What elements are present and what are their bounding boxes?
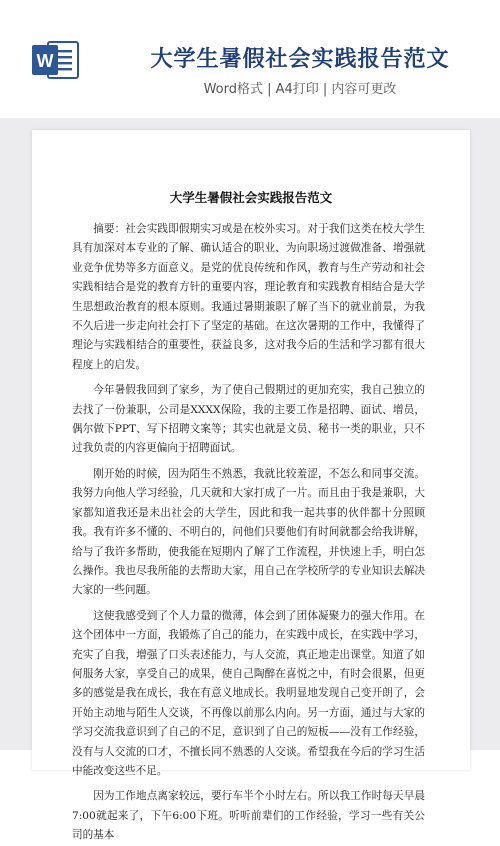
- document-preview-area: [0, 118, 500, 842]
- paragraph: 这使我感受到了个人力量的微薄，体会到了团体凝聚力的强大作用。在这个团体中一方面，我锻炼了自己的能力，在实践中成长，在实践中学习，充实了自我，增强了口头表述能力，与人交流，真正地走出课堂。知道了如何服务大家，享受自己的成果，使自己陶醉在喜悦之中，有时会很累，但更多的感觉是我在成长，我在有意义地成长。我明显地发现自己变开朗了，会开始主动地与陌生人交谈，不再像以前那么内向。另一方面，通过与大家的学习交流我意识到了自己的不足，意识到了自己的短板——没有工作经验，没有与人交流的口才，不擅长同不熟悉的人交谈。希望我在今后的学习生活中能改变这些不足。: [72, 609, 425, 777]
- document-title: 大学生暑假社会实践报告范文: [169, 190, 333, 205]
- page-title: 大学生暑假社会实践报告范文: [150, 47, 450, 72]
- page-subtitle: Word格式 | A4打印 | 内容可更改: [203, 82, 397, 97]
- svg-text:W: W: [36, 51, 54, 71]
- document-page: [32, 130, 470, 842]
- document-body: [32, 220, 470, 846]
- page-header: [0, 0, 500, 118]
- paragraph-abstract: 摘要：社会实践即假期实习或是在校外实习。对于我们这类在校大学生具有加深对本专业的了解、确认适合的职业、为向职场过渡做准备、增强就业竞争优势等多方面意义。是党的优良传统和作风，教育与生产劳动和社会实践相结合是党的教育方针的重要内容，理论教育和实践教育相结合是大学生思想政治教育的根本原则。我通过暑期兼职了解了当下的就业前景，为我不久后进一步走向社会打下了坚定的基础。在这次暑期的工作中，我懂得了理论与实践相结合的重要性，获益良多，这对我今后的生活和学习都有很大程度上的启发。: [72, 223, 425, 371]
- paragraph: 因为工作地点离家较远，要行车半个小时左右。所以我工作时每天早晨7:00就起来了，下午6:00下班。听听前辈们的工作经验，学习一些有关公司的基本: [72, 790, 425, 842]
- word-document-icon: [32, 40, 80, 80]
- paragraph: 今年暑假我回到了家乡，为了使自己假期过的更加充实，我自己独立的去找了一份兼职，公司是XXXX保险，我的主要工作是招聘、面试、增员，偶尔做下PPT、写下招聘文案等；其实也就是文员、秘书一类的职业，只不过我负责的内容更偏向于招聘面试。: [72, 384, 425, 455]
- paragraph: 刚开始的时候，因为陌生不熟悉，我就比较羞涩，不怎么和同事交流。我努力向他人学习经验，几天就和大家打成了一片。而且由于我是兼职，大家都知道我还是未出社会的大学生，因此和我一起共事的伙伴都十分照顾我。我有许多不懂的、不明白的，问他们只要他们有时间就都会给我讲解，给与了我许多帮助，使我能在短期内了解了工作流程，并快速上手，明白怎么操作。我也尽我所能的去帮助大家，用自己在学校所学的专业知识去解决大家的一些问题。: [72, 467, 425, 597]
